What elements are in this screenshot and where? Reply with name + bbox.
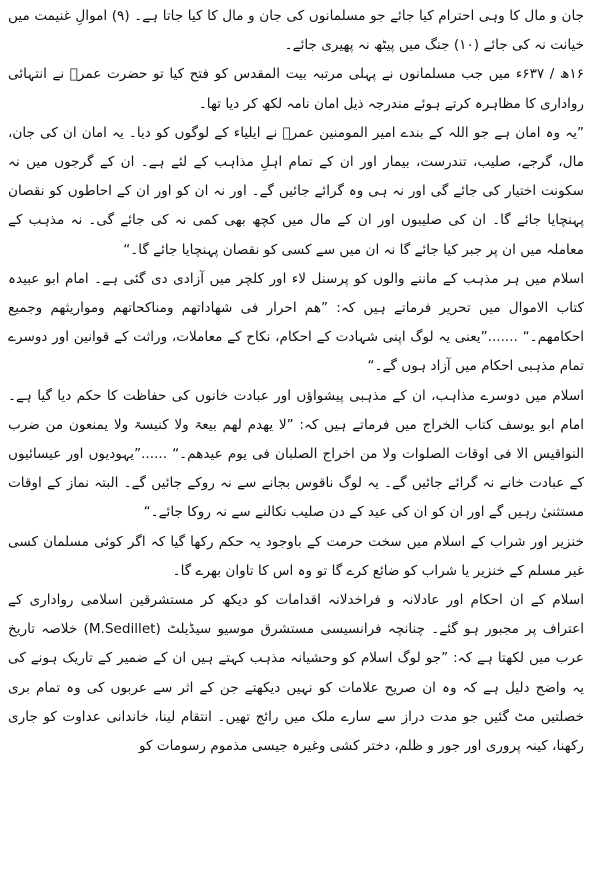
paragraph-4: اسلام میں ہر مذہب کے ماننے والوں کو پرسنل لاء اور کلچر میں آزادی دی گئی ہے۔ امام ابو عبیدہ کتاب الاموال میں تحریر فرماتے ہیں کہ: ”ھم احرار فی شھاداتھم ومناکحاتھم ومواریثھم وجمیع احکامھم۔“ .......”یعنی یہ لوگ اپنی شہادت کے احکام، نکاح کے معاملات، وراثت کے قوانین اور دوسرے تمام مذہبی احکام میں آزاد ہوں گے۔“ xyxy=(8,270,584,375)
paragraph-5: اسلام میں دوسرے مذاہب، ان کے مذہبی پیشواؤں اور عبادت خانوں کی حفاظت کا حکم دیا گیا ہے۔ امام ابو یوسف کتاب الخراج میں فرماتے ہیں کہ: ”لا یھدم لھم بیعۃ ولا کنیسۃ ولا یمنعون من ضرب النواقیس الا فی اوقات الصلوات ولا من اخراج الصلبان فی یوم عیدھم۔“ ......”یہودیوں اور عیسائیوں کے عبادت خانے نہ گرائے جائیں گے۔ یہ لوگ ناقوس بجانے سے نہ روکے جائیں گے۔ البتہ نماز کے اوقات مستثنیٰ رہیں گے اور ان کو ان کی عید کے دن صلیب نکالنے سے نہ روکا جائے۔“ xyxy=(8,387,584,521)
paragraph-2: ۱۶ھ / ۶۳۷ء میں جب مسلمانوں نے پہلی مرتبہ بیت المقدس کو فتح کیا تو حضرت عمرؓ نے انتہائی رواداری کا مظاہرہ کرتے ہوئے مندرجہ ذیل امان نامہ لکھ کر دیا تھا۔ xyxy=(8,66,584,112)
paragraph-6: خنزیر اور شراب کے اسلام میں سخت حرمت کے باوجود یہ حکم رکھا گیا کہ اگر کوئی مسلمان کسی غیر مسلم کے خنزیر یا شراب کو ضائع کرے گا تو وہ اس کا تاوان بھرے گا۔ xyxy=(8,533,584,579)
paragraph-1: جان و مال کا وہی احترام کیا جائے جو مسلمانوں کی جان و مال کا کیا جاتا ہے۔ (۹) اموالِ غنیمت میں خیانت نہ کی جائے (۱۰) جنگ میں پیٹھ نہ پھیری جائے۔ xyxy=(8,8,584,54)
paragraph-7: اسلام کے ان احکام اور عادلانہ و فراخدلانہ اقدامات کو دیکھ کر مستشرقین اسلامی رواداری کے اعتراف پر مجبور ہو گئے۔ چنانچہ فرانسیسی مستشرق موسیو سیڈیلٹ (M.Sedillet) خلاصہ تاریخ عرب میں لکھتا ہے کہ: ”جو لوگ اسلام کو وحشیانہ مذہب کہتے ہیں ان کے ضمیر کے تاریک ہونے کی یہ واضح دلیل ہے کہ وہ ان صریح علامات کو نہیں دیکھتے جن کے اثر سے عربوں کی وہ تمام بری خصلتیں مٹ گئیں جو مدت دراز سے سارے ملک میں رائج تھیں۔ انتقام لینا، خاندانی عداوت کو جاری رکھنا، کینہ پروری اور جور و ظلم، دختر کشی وغیرہ جیسی مذموم رسومات کو xyxy=(8,592,584,755)
paragraph-3-aman-nama-quote: ”یہ وہ امان ہے جو اللہ کے بندے امیر المومنین عمرؓ نے ایلیاء کے لوگوں کو دیا۔ یہ امان ان کی جان، مال، گرجے، صلیب، تندرست، بیمار اور ان کے تمام اہلِ مذاہب کے لئے ہے۔ ان کے گرجوں میں نہ سکونت اختیار کی جائے گی اور نہ ہی وہ گرائے جائیں گے۔ اور نہ ان کو اور ان کے احاطوں کو نقصان پہنچایا جائے گا۔ ان کی صلیبوں اور ان کے مال میں کچھ بھی کمی نہ کی جائے گی۔ نہ مذہب کے معاملہ میں ان پر جبر کیا جائے گا نہ ان میں سے کسی کو نقصان پہنچایا جائے گا۔“ xyxy=(8,124,584,258)
